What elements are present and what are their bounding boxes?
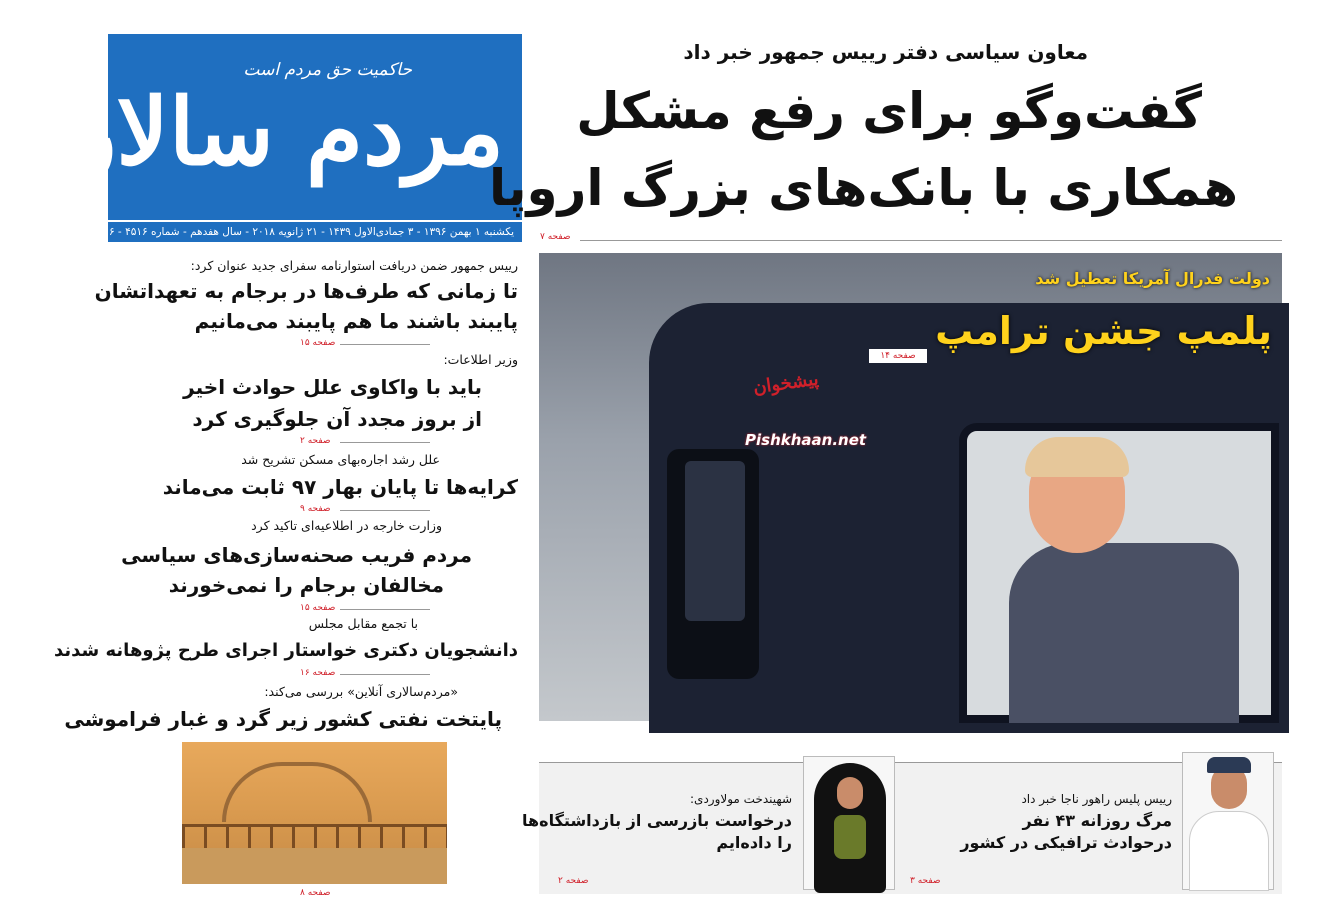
lead-page-ref: صفحه ۷ (540, 232, 571, 242)
item6-headline: پایتخت نفتی کشور زیر گرد و غبار فراموشی (64, 707, 502, 731)
photo-kicker: دولت فدرال آمریکا تعطیل شد (1035, 269, 1270, 288)
item5-kicker: با تجمع مقابل مجلس (308, 616, 418, 631)
bottom-right-page-ref: صفحه ۳ (910, 876, 941, 886)
item3-headline: کرایه‌ها تا پایان بهار ۹۷ ثابت می‌ماند (162, 475, 518, 499)
item4-headline-line1: مردم فریب صحنه‌سازی‌های سیاسی (121, 543, 472, 567)
divider (340, 674, 430, 675)
portrait-cap (1207, 757, 1251, 773)
item5-headline: دانشجویان دکتری خواستار اجرای طرح پژوهانه شدند (53, 640, 518, 661)
watermark-url: Pishkhaan.net (745, 431, 867, 449)
item2-kicker: وزیر اطلاعات: (443, 352, 518, 367)
person-suit (1009, 543, 1239, 723)
dateline: یکشنبه ۱ بهمن ۱۳۹۶ - ۳ جمادی‌الاول ۱۴۳۹ - ۲۱ ژانویه ۲۰۱۸ - سال هفدهم - شماره ۴۵۱۶ - ۶ صفحه - ۱۰۰۰ تومان (108, 222, 522, 242)
bottom-left-headline-line2: را داده‌ایم (716, 833, 792, 852)
dust-storm-photo (182, 742, 447, 884)
mirror-glass (685, 461, 745, 621)
item2-headline-line1: باید با واکاوی علل حوادث اخیر (183, 375, 482, 399)
portrait-face (837, 777, 863, 809)
masthead-logo: مردم سالاری (0, 78, 504, 186)
watermark-logo: پیشخوان (751, 368, 820, 399)
bottom-left-page-ref: صفحه ۲ (558, 876, 589, 886)
divider (539, 762, 1282, 763)
portrait-shirt (1189, 811, 1269, 891)
divider (340, 609, 430, 610)
item5-page-ref: صفحه ۱۶ (300, 668, 336, 678)
item4-page-ref: صفحه ۱۵ (300, 603, 336, 613)
item3-kicker: علل رشد اجاره‌بهای مسکن تشریح شد (241, 452, 440, 467)
masthead (0, 34, 522, 220)
masthead-slogan: حاکمیت حق مردم است (243, 60, 412, 80)
police-chief-photo (1182, 752, 1274, 890)
lead-headline-line1: گفت‌وگو برای رفع مشکل (576, 82, 1202, 140)
item1-kicker: رییس جمهور ضمن دریافت استوارنامه سفرای جدید عنوان کرد: (190, 258, 518, 273)
person-hair (1025, 437, 1129, 477)
lead-kicker: معاون سیاسی دفتر رییس جمهور خبر داد (683, 40, 1088, 64)
item4-kicker: وزارت خارجه در اطلاعیه‌ای تاکید کرد (251, 518, 442, 533)
molaverdi-photo (803, 756, 895, 890)
item2-headline-line2: از بروز مجدد آن جلوگیری کرد (192, 407, 482, 431)
divider (340, 510, 430, 511)
item4-headline-line2: مخالفان برجام را نمی‌خورند (168, 573, 444, 597)
bottom-right-headline-line2: درحوادث ترافیکی در کشور (960, 833, 1172, 852)
item3-page-ref: صفحه ۹ (300, 504, 331, 514)
bridge-shape (222, 762, 372, 822)
portrait-scarf (834, 815, 866, 859)
photo-title: پلمپ جشن ترامپ (935, 309, 1272, 353)
photo-person (1009, 443, 1239, 721)
photo-page-ref: صفحه ۱۴ (869, 349, 927, 363)
bottom-left-headline-line1: درخواست بازرسی از بازداشتگاه‌ها (522, 811, 792, 830)
item6-kicker: «مردم‌سالاری آنلاین» بررسی می‌کند: (264, 684, 458, 699)
lead-headline-line2: همکاری با بانک‌های بزرگ اروپا (488, 159, 1238, 217)
item6-page-ref: صفحه ۸ (300, 888, 331, 898)
item1-headline-line1: تا زمانی که طرف‌ها در برجام به تعهداتشان (94, 279, 518, 303)
bottom-left-kicker: شهیندخت مولاوردی: (690, 792, 792, 806)
divider (340, 442, 430, 443)
divider (340, 344, 430, 345)
bottom-right-headline-line1: مرگ روزانه ۴۳ نفر (1022, 811, 1172, 830)
road-shape (182, 848, 447, 884)
item2-page-ref: صفحه ۲ (300, 436, 331, 446)
item1-page-ref: صفحه ۱۵ (300, 338, 336, 348)
railing-shape (182, 824, 447, 848)
lead-photo (539, 253, 1282, 721)
item1-headline-line2: پایبند باشند ما هم پایبند می‌مانیم (194, 309, 518, 333)
divider (580, 240, 1282, 241)
bottom-right-kicker: رییس پلیس راهور ناجا خبر داد (1021, 792, 1172, 806)
